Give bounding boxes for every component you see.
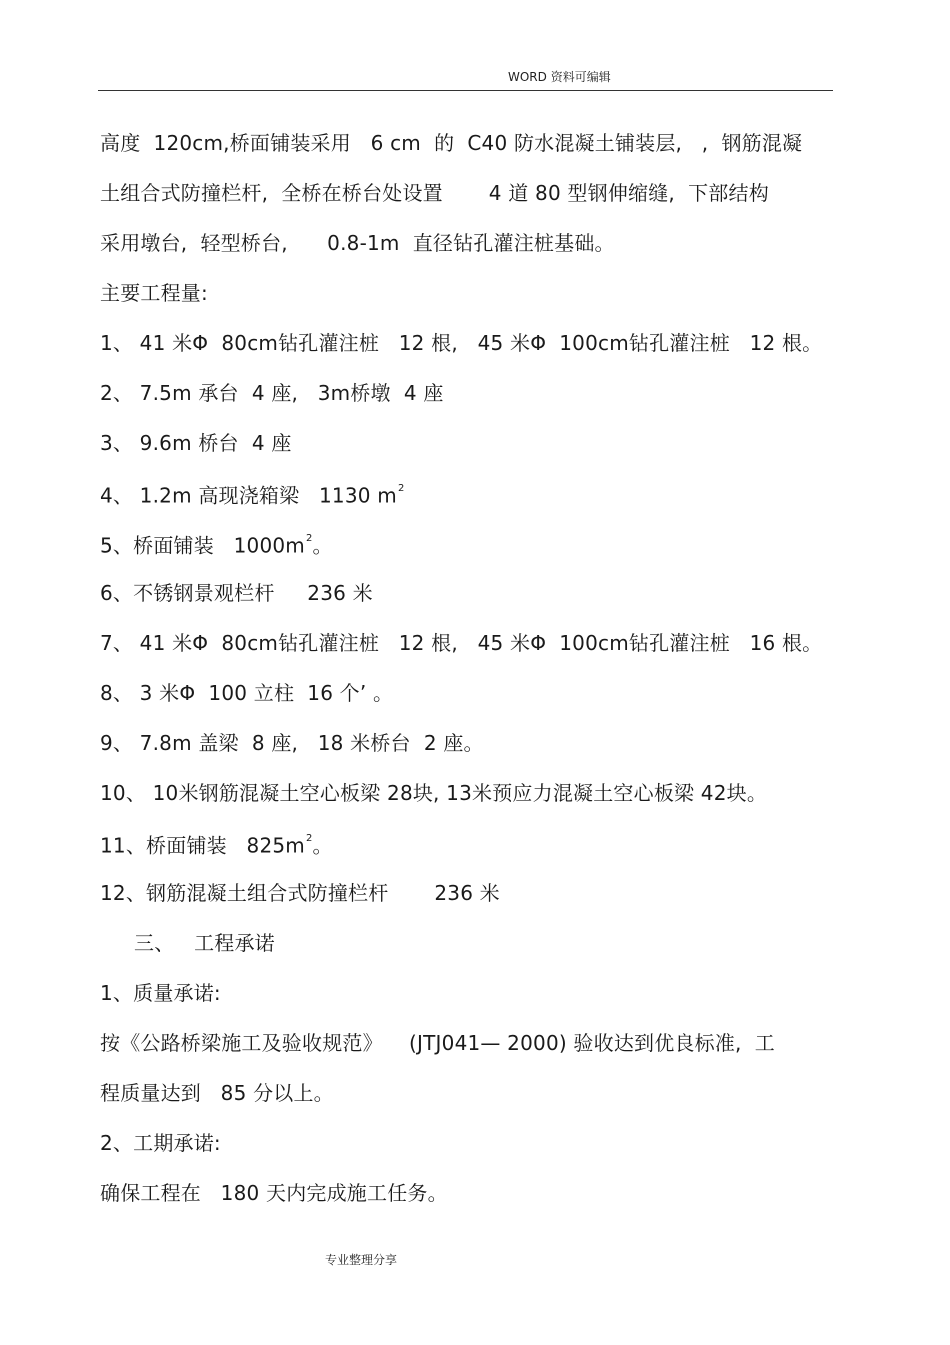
document-body	[100, 118, 835, 1218]
list-item: 7、 41 米Φ 80cm钻孔灌注桩 12 根, 45 米Φ 100cm钻孔灌注桩 16 根。	[100, 631, 823, 655]
list-item: 9、 7.8m 盖梁 8 座, 18 米桥台 2 座。	[100, 731, 484, 755]
page-header	[0, 68, 950, 90]
header-text: WORD 资料可编辑	[508, 70, 611, 84]
paragraph-line: 确保工程在 180 天内完成施工任务。	[100, 1181, 448, 1205]
list-item	[100, 468, 835, 518]
list-item-text: 5、桥面铺装 1000m	[100, 533, 305, 558]
paragraph-line: 采用墩台, 轻型桥台, 0.8-1m 直径钻孔灌注桩基础。	[100, 231, 615, 255]
page-footer: 专业整理分享	[325, 1253, 398, 1267]
list-item: 3、 9.6m 桥台 4 座	[100, 431, 292, 455]
list-item	[100, 818, 835, 868]
section-title: 三、 工程承诺	[134, 931, 275, 955]
list-item: 8、 3 米Φ 100 立柱 16 个’ 。	[100, 681, 394, 705]
subheading: 2、工期承诺:	[100, 1131, 221, 1155]
list-item	[100, 518, 835, 568]
header-rule	[98, 90, 833, 91]
paragraph-line: 土组合式防撞栏杆, 全桥在桥台处设置 4 道 80 型钢伸缩缝, 下部结构	[100, 181, 769, 205]
subheading: 1、质量承诺:	[100, 981, 221, 1005]
paragraph-line: 按《公路桥梁施工及验收规范》 (JTJ041— 2000) 验收达到优良标准, 工	[100, 1031, 775, 1055]
superscript: 2	[305, 533, 313, 544]
list-item-text: 4、 1.2m 高现浇箱梁 1130 m	[100, 483, 397, 508]
list-item: 2、 7.5m 承台 4 座, 3m桥墩 4 座	[100, 381, 444, 405]
list-item: 12、钢筋混凝土组合式防撞栏杆 236 米	[100, 881, 500, 905]
quantities-heading: 主要工程量:	[100, 281, 208, 305]
list-item: 6、不锈钢景观栏杆 236 米	[100, 581, 373, 605]
list-item: 1、 41 米Φ 80cm钻孔灌注桩 12 根, 45 米Φ 100cm钻孔灌注桩 12 根。	[100, 331, 823, 355]
superscript: 2	[305, 833, 313, 844]
paragraph-line: 高度 120cm,桥面铺装采用 6 cm 的 C40 防水混凝土铺装层, , 钢筋混凝	[100, 131, 803, 155]
list-item-text: 11、桥面铺装 825m	[100, 833, 305, 858]
paragraph-line: 程质量达到 85 分以上。	[100, 1081, 334, 1105]
superscript: 2	[397, 483, 405, 494]
list-item-tail: 。	[312, 533, 333, 558]
list-item-tail: 。	[312, 833, 333, 858]
list-item: 10、 10米钢筋混凝土空心板梁 28块, 13米预应力混凝土空心板梁 42块。	[100, 781, 768, 805]
